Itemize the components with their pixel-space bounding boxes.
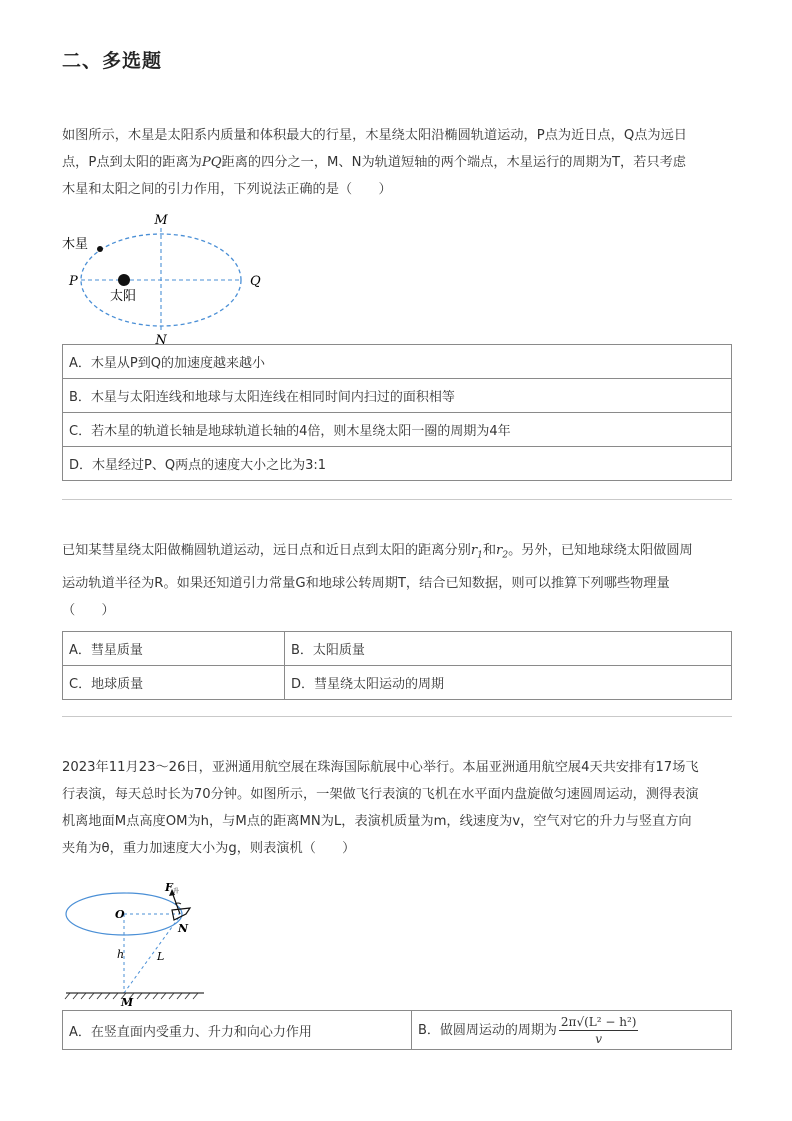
q1-option-b[interactable]: B．木星与太阳连线和地球与太阳连线在相同时间内扫过的面积相等: [63, 379, 732, 413]
separator: [62, 499, 732, 500]
q3-stem-line-4: 夹角为θ，重力加速度大小为g，则表演机（ ）: [62, 841, 356, 856]
jupiter-dot: [97, 246, 103, 252]
period-formula: $\frac{\text{2π√(L² − h²)}}{v}$: [560, 1014, 637, 1046]
label-N: N: [155, 333, 167, 346]
q2-options-table: [62, 631, 732, 700]
q1-option-row: [63, 379, 732, 413]
label-M: M: [121, 996, 134, 1008]
q2-option-c[interactable]: C．地球质量: [63, 666, 285, 700]
label-L: L: [157, 950, 165, 963]
q2-r2-symbol: $r_2$: [496, 543, 509, 561]
q3-stem-line-1: 2023年11月23～26日，亚洲通用航空展在珠海国际航展中心举行。本届亚洲通用航空展4天共安排有17场飞: [62, 760, 699, 775]
label-P: P: [69, 274, 78, 289]
sun-dot: [118, 274, 130, 286]
q1-orbit-figure: [60, 208, 280, 346]
q3-stem-line-2: 行表演，每天总时长为70分钟。如图所示，一架做飞行表演的飞机在水平面内盘旋做匀速圆周运动，测得表演: [62, 787, 699, 802]
label-Q: Q: [250, 274, 261, 289]
separator: [62, 716, 732, 717]
q2-option-row: [63, 666, 732, 700]
q2-r1-symbol: $r_1$: [470, 543, 483, 561]
q2-stem-line-3: （ ）: [62, 602, 115, 618]
q3-option-b[interactable]: B．做圆周运动的周期为 $\frac{\text{2π√(L² − h²)}}{v}$: [412, 1011, 732, 1050]
q1-stem-line-1: 如图所示，木星是太阳系内质量和体积最大的行星，木星绕太阳沿椭圆轨道运动，P点为近日点，Q点为远日: [62, 128, 687, 143]
q2-stem: [62, 537, 734, 624]
q3-airplane-figure: [62, 880, 212, 1008]
q3-option-row: [63, 1011, 732, 1050]
distance-line-MN: [124, 916, 180, 993]
q1-option-row: [63, 413, 732, 447]
q3-option-a[interactable]: A．在竖直面内受重力、升力和向心力作用: [63, 1011, 412, 1050]
q3-options-table: [62, 1010, 732, 1050]
q1-option-d[interactable]: D．木星经过P、Q两点的速度大小之比为3:1: [63, 447, 732, 481]
q1-stem: [62, 122, 734, 203]
q1-stem-line-3: 木星和太阳之间的引力作用，下列说法正确的是（ ）: [62, 182, 392, 197]
angle-arc: [175, 903, 181, 904]
label-M: M: [154, 213, 168, 228]
q1-option-row: [63, 345, 732, 379]
q2-stem-line-1: 已知某彗星绕太阳做椭圆轨道运动，远日点和近日点到太阳的距离分别$r_1$和$r_2$。另外，已知地球绕太阳做圆周: [62, 543, 693, 561]
q2-stem-line-2: 运动轨道半径为R。如果还知道引力常量G和地球公转周期T，结合已知数据，则可以推算下列哪些物理量: [62, 575, 670, 591]
q1-options-table: [62, 344, 732, 481]
q2-option-a[interactable]: A．彗星质量: [63, 632, 285, 666]
q1-option-a[interactable]: A．木星从P到Q的加速度越来越小: [63, 345, 732, 379]
label-O: O: [115, 908, 125, 921]
label-N: N: [178, 922, 189, 935]
q2-option-d[interactable]: D．彗星绕太阳运动的周期: [285, 666, 732, 700]
q1-option-c[interactable]: C．若木星的轨道长轴是地球轨道长轴的4倍，则木星绕太阳一圈的周期为4年: [63, 413, 732, 447]
label-sun: 太阳: [110, 289, 137, 304]
q1-stem-line-2: 点，P点到太阳的距离为PQ距离的四分之一，M、N为轨道短轴的两个端点，木星运行的周期为T，若只考虑: [62, 155, 686, 170]
section-title: 二、多选题: [62, 50, 163, 72]
label-F: F: [165, 881, 173, 894]
label-h: h: [117, 948, 125, 961]
q2-option-b[interactable]: B．太阳质量: [285, 632, 732, 666]
label-F-subscript: 升: [173, 888, 180, 895]
q2-option-row: [63, 632, 732, 666]
label-jupiter: 木星: [62, 237, 89, 252]
q3-stem: [62, 754, 734, 862]
q1-option-row: [63, 447, 732, 481]
q1-pq-symbol: PQ: [201, 155, 222, 170]
q3-stem-line-3: 机离地面M点高度OM为h，与M点的距离MN为L，表演机质量为m，线速度为v，空气对它的升力与竖直方向: [62, 814, 692, 829]
